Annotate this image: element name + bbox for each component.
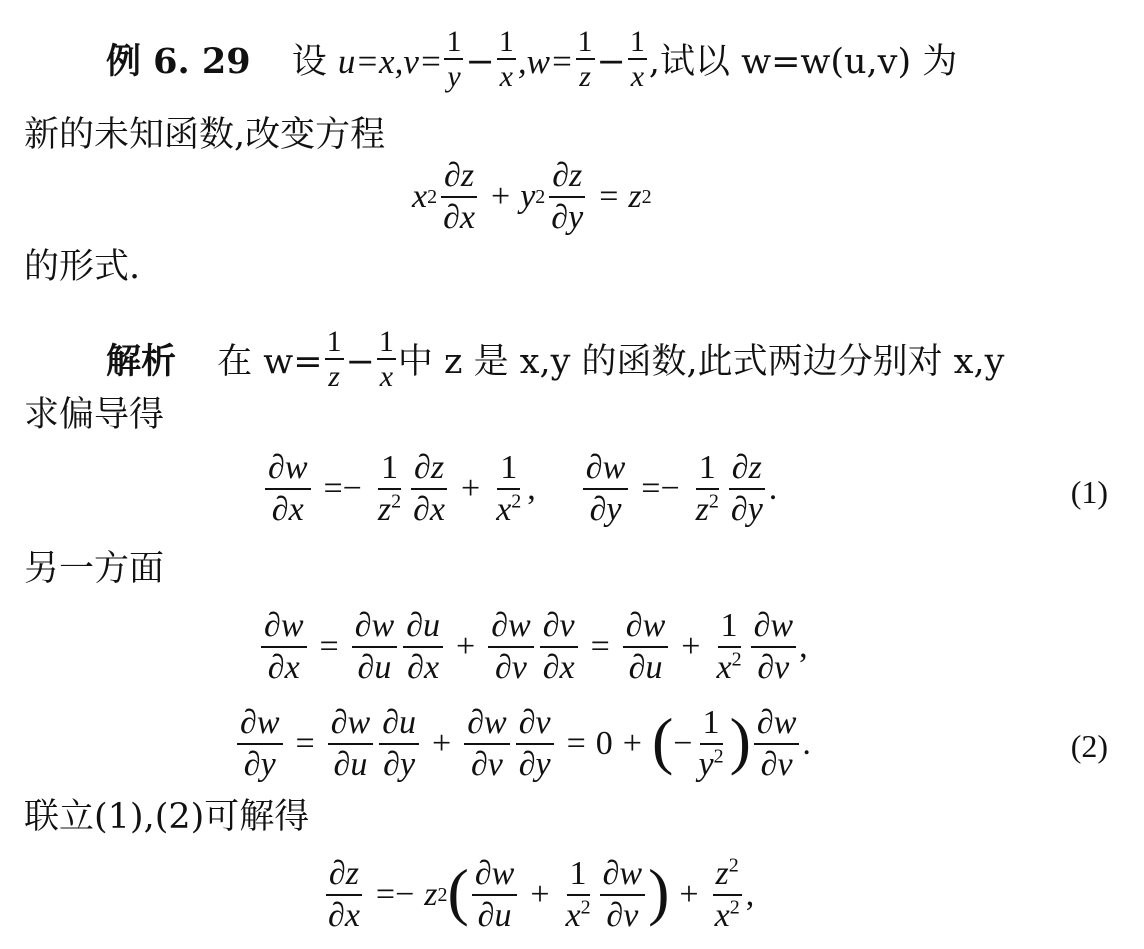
analysis-text-a: 在 w= <box>217 341 323 382</box>
frac-1-over-x-2: $\frac{1}{x}$ <box>629 25 645 93</box>
eq-number-2: (2) <box>1070 728 1108 764</box>
example-line-3: 的形式. <box>24 247 141 287</box>
example-w-def: ,w= <box>517 41 574 81</box>
analysis-line-1: 解析 在 w= $\frac{1}{z}$ − $\frac{1}{x}$ 中 z 是 x,y 的函数,此式两边分别对 x,y <box>106 325 1005 393</box>
analysis-other: 另一方面 <box>24 549 165 589</box>
equation-main: x 2 $\frac{\partial z}{\partial x}$ + y 2 $\frac{\partial z}{\partial y}$ = z 2 <box>412 157 652 236</box>
eq-number-1: (1) <box>1070 474 1108 510</box>
analysis-combine: 联立(1),(2)可解得 <box>24 797 310 837</box>
equation-result: $\frac{\partial z}{\partial x}$ =− z 2 ( $\frac{\partial w}{\partial u}$ + $\frac{1}{x^2}$ $\frac{\partial w}{\partial v}$ ) + $\frac{z^2}{x^2}$ , <box>322 856 754 933</box>
frac-1-over-y: $\frac{1}{y}$ <box>446 25 462 93</box>
example-mid: ,试以 w=w(u,v) 为 <box>648 41 958 82</box>
analysis-label: 解析 <box>106 340 177 382</box>
analysis-line-2: 求偏导得 <box>24 395 165 435</box>
example-label: 例 6. 29 <box>106 40 251 82</box>
example-line-2: 新的未知函数,改变方程 <box>24 115 386 155</box>
frac-1-over-z-b: $\frac{1}{z}$ <box>326 325 342 393</box>
equation-2b: $\frac{\partial w}{\partial y}$ = $\frac{\partial w}{\partial u}$ $\frac{\partial u}{\partial y}$ + $\frac{\partial w}{\partial v}$ $\frac{\partial v}{\partial y}$ = 0 + ( − $\frac{1}{y^2}$ ) $\frac{\partial w}{\partial v}$ . <box>234 705 811 782</box>
frac-1-over-x-b: $\frac{1}{x}$ <box>378 325 394 393</box>
equation-2a: $\frac{\partial w}{\partial x}$ = $\frac{\partial w}{\partial u}$ $\frac{\partial u}{\partial x}$ + $\frac{\partial w}{\partial v}$ $\frac{\partial v}{\partial x}$ = $\frac{\partial w}{\partial u}$ + $\frac{1}{x^2}$ $\frac{\partial w}{\partial v}$ , <box>258 608 808 685</box>
example-u-def: u=x,v= <box>337 41 443 81</box>
example-intro: 设 <box>291 41 327 82</box>
frac-1-over-x: $\frac{1}{x}$ <box>498 25 514 93</box>
analysis-text-b: 中 z 是 x,y 的函数,此式两边分别对 x,y <box>397 341 1005 382</box>
example-line-1: 例 6. 29 设 u=x,v= $\frac{1}{y}$ − $\frac{1}{x}$ ,w= $\frac{1}{z}$ − $\frac{1}{x}$ ,试以 w=w(u,v) 为 <box>106 25 958 93</box>
frac-1-over-z: $\frac{1}{z}$ <box>577 25 593 93</box>
equation-1: $\frac{\partial w}{\partial x}$ =− $\frac{1}{z^2}$ $\frac{\partial z}{\partial x}$ + $\frac{1}{x^2}$ , $\frac{\partial w}{\partial y}$ =− $\frac{1}{z^2}$ $\frac{\partial z}{\partial y}$ . <box>262 450 777 527</box>
